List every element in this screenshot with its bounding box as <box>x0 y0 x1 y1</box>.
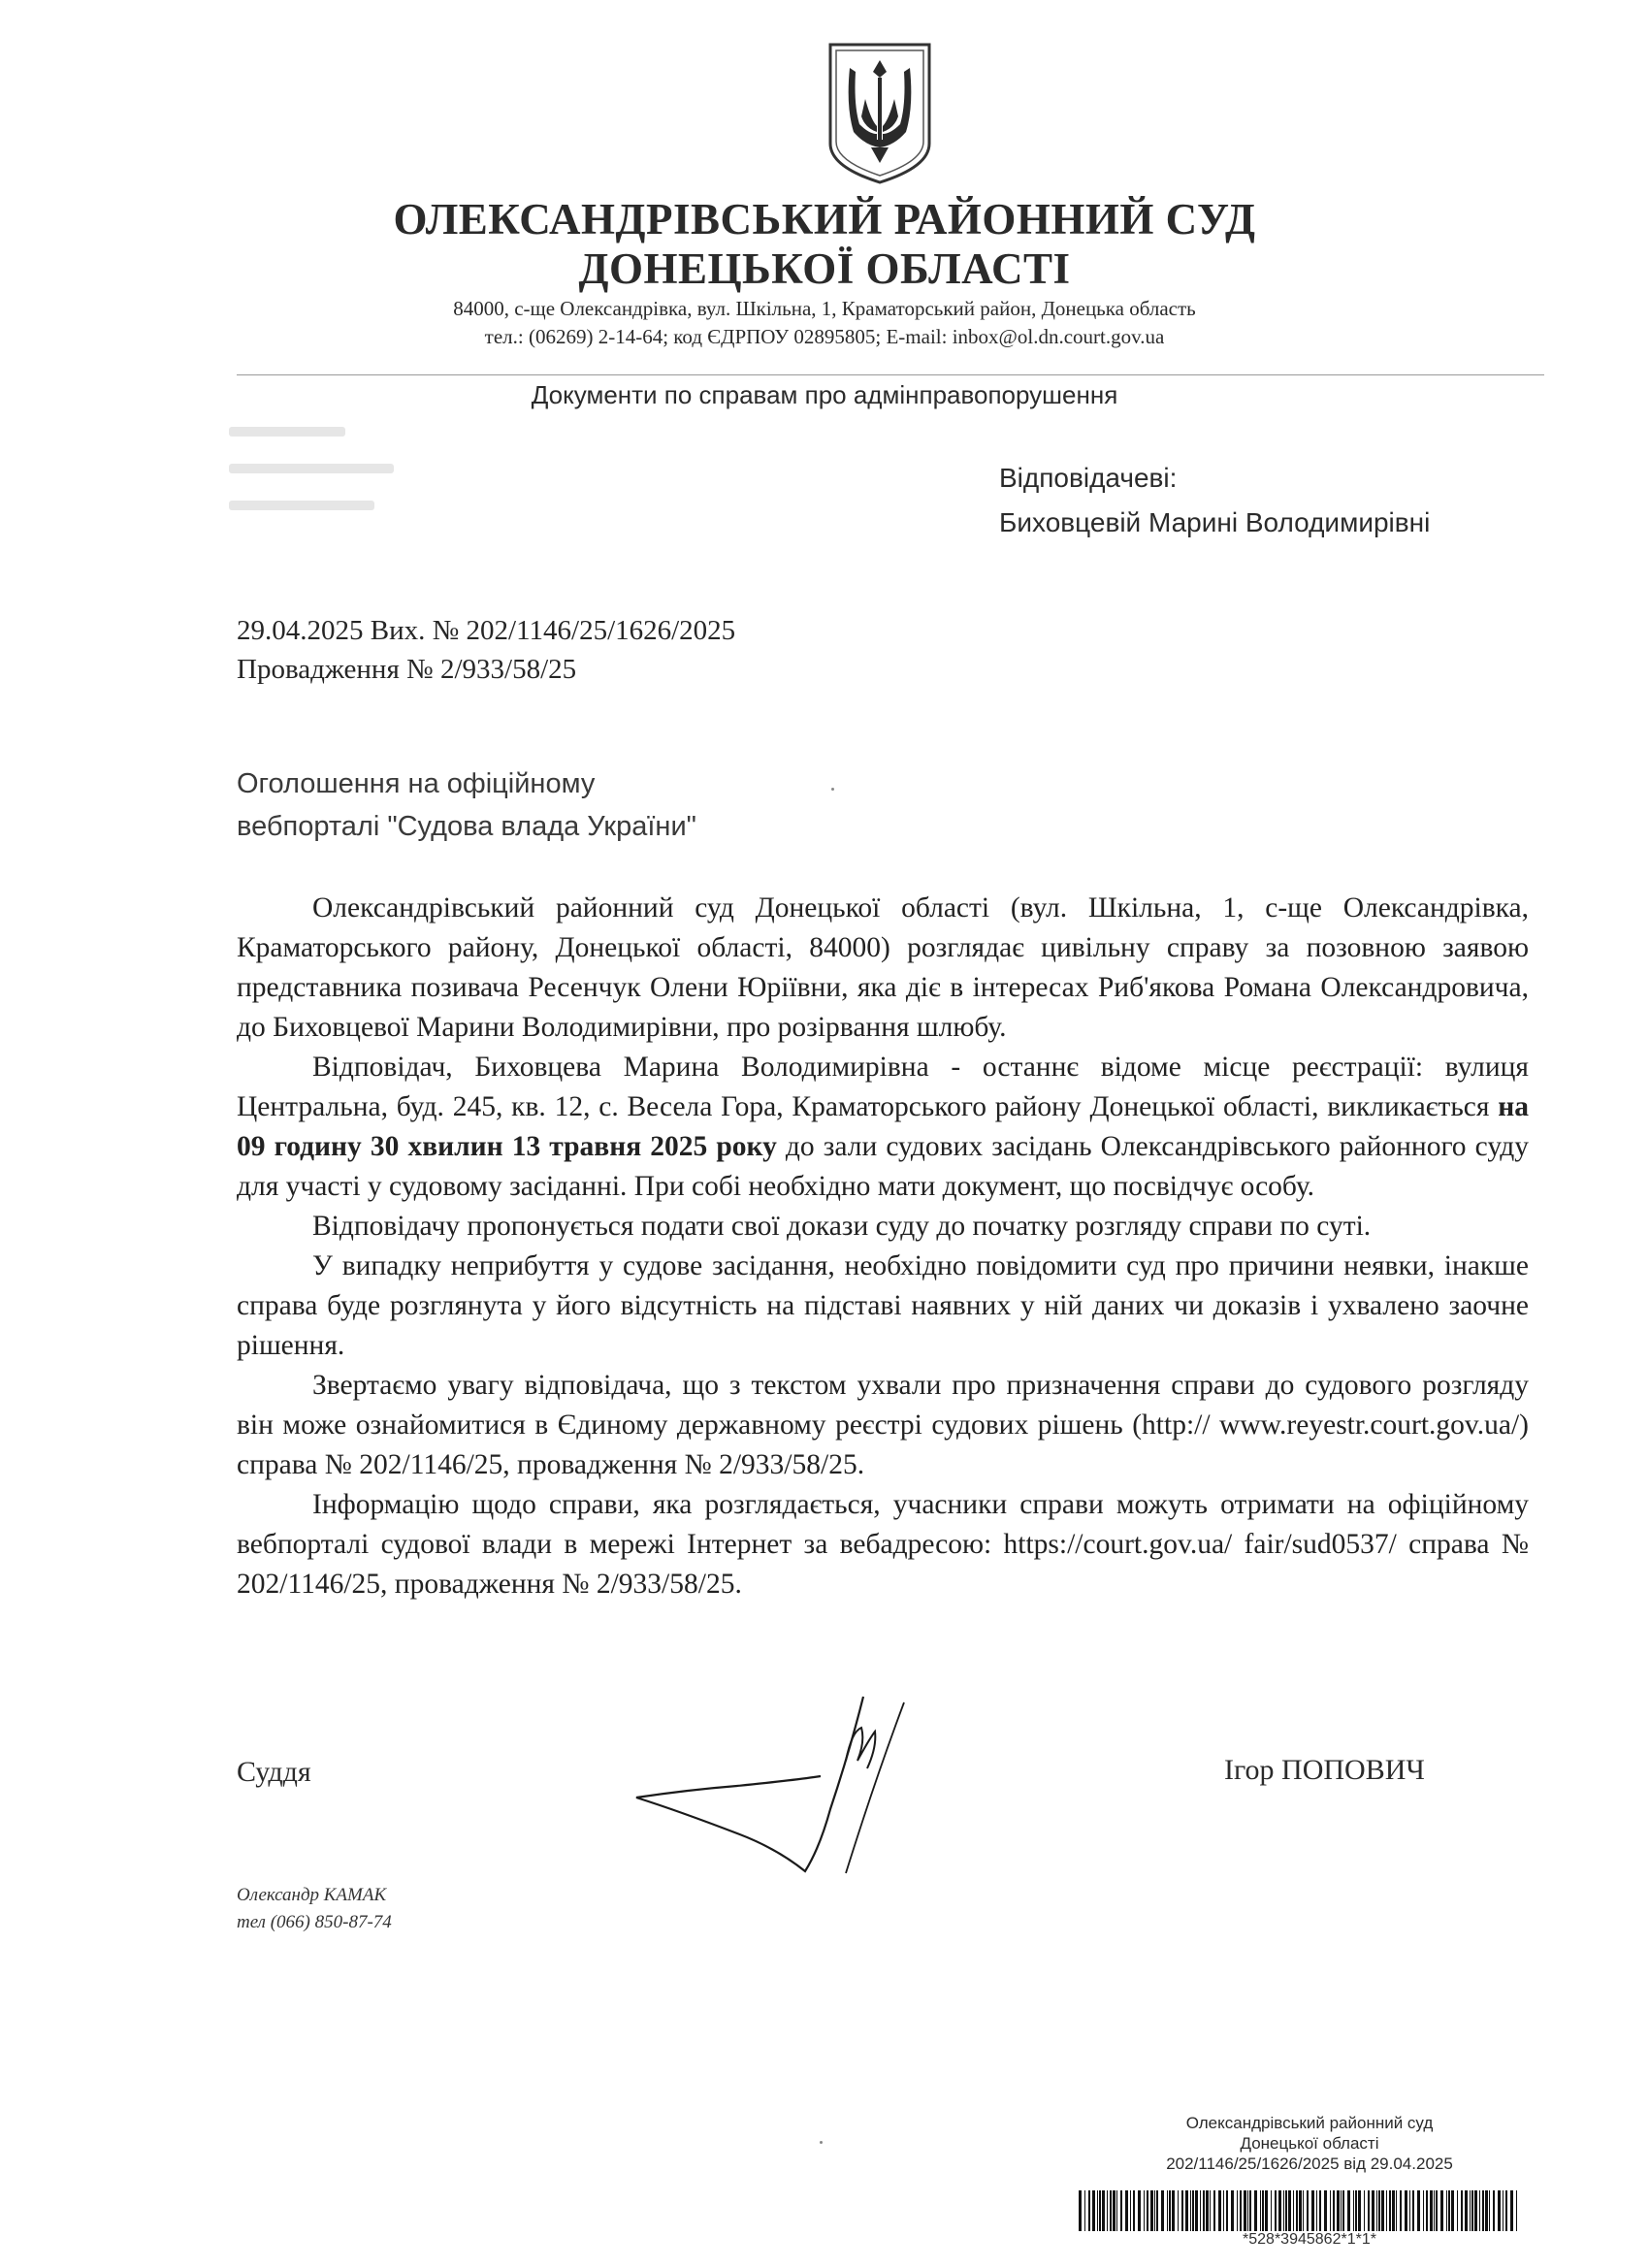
barcode-bar <box>1262 2190 1264 2231</box>
barcode-bar <box>1130 2190 1131 2231</box>
barcode-bar <box>1200 2190 1201 2231</box>
notice-title <box>237 762 696 848</box>
barcode-bar <box>1457 2190 1458 2231</box>
barcode-bar <box>1386 2190 1387 2231</box>
barcode-bar <box>1203 2190 1205 2231</box>
barcode-bar <box>1102 2190 1105 2231</box>
barcode-bar <box>1376 2190 1377 2231</box>
barcode-bar <box>1364 2190 1365 2231</box>
barcode-bar <box>1260 2190 1261 2231</box>
barcode-bar <box>1446 2190 1447 2231</box>
barcode-bar <box>1144 2190 1145 2231</box>
barcode-bar <box>1195 2190 1198 2231</box>
barcode-bar <box>1169 2190 1171 2231</box>
barcode-bar <box>1465 2190 1468 2231</box>
barcode-bar <box>1396 2190 1397 2231</box>
barcode-bar <box>1249 2190 1251 2231</box>
barcode-bar <box>1417 2190 1420 2231</box>
barcode-bar <box>1161 2190 1164 2231</box>
barcode-bar <box>1451 2190 1454 2231</box>
barcode-bar <box>1288 2190 1291 2231</box>
barcode-bar <box>1482 2190 1484 2231</box>
barcode-bar <box>1218 2190 1221 2231</box>
barcode-bar <box>1303 2190 1304 2231</box>
document-type: Документи по справам про адмінправопорушення <box>531 380 1118 409</box>
barcode-bar <box>1271 2190 1272 2231</box>
barcode-bar <box>1254 2190 1257 2231</box>
notice-line-1: Оголошення на офіційному <box>237 768 596 799</box>
barcode-bar <box>1278 2190 1281 2231</box>
barcode-bar <box>1181 2190 1183 2231</box>
barcode-bar <box>1247 2190 1248 2231</box>
barcode-bar <box>1423 2190 1424 2231</box>
barcode-bar <box>1430 2190 1433 2231</box>
barcode-bar <box>1319 2190 1321 2231</box>
barcode-bar <box>1138 2190 1141 2231</box>
barcode-bar <box>1347 2190 1350 2231</box>
barcode-bar <box>1275 2190 1277 2231</box>
barcode-bar <box>1079 2190 1082 2231</box>
barcode-bar <box>1493 2190 1495 2231</box>
header-divider <box>237 374 1544 375</box>
barcode-bar <box>1099 2190 1101 2231</box>
barcode-bar <box>1333 2190 1335 2231</box>
signature-image <box>621 1693 951 1877</box>
recipient-label: Відповідачеві: <box>999 463 1178 493</box>
scan-artifact <box>229 464 394 473</box>
scan-speck <box>820 2141 823 2144</box>
barcode-bar <box>1368 2190 1370 2231</box>
barcode-bar <box>1470 2190 1471 2231</box>
judge-name: Ігор ПОПОВИЧ <box>1224 1754 1425 1786</box>
barcode-bar <box>1503 2190 1504 2231</box>
scan-speck <box>831 788 834 791</box>
barcode-bar <box>1110 2190 1112 2231</box>
stamp-registration-number: 202/1146/25/1626/2025 від 29.04.2025 <box>1166 2155 1453 2173</box>
court-address: 84000, с-ще Олександрівка, вул. Шкільна, 1, Краматорський район, Донецька область <box>453 297 1196 320</box>
barcode-bar <box>1337 2190 1340 2231</box>
barcode-bar <box>1505 2190 1507 2231</box>
barcode-bar <box>1156 2190 1158 2231</box>
barcode-bar <box>1516 2190 1517 2231</box>
scan-artifact <box>229 501 374 510</box>
barcode-bar <box>1448 2190 1450 2231</box>
hearing-datetime: на 09 годину 30 хвилин 13 травня 2025 року <box>237 1091 1529 1162</box>
trident-emblem-icon <box>823 39 937 186</box>
barcode-bar <box>1341 2190 1342 2231</box>
barcode-bar <box>1178 2190 1179 2231</box>
barcode-bar <box>1213 2190 1215 2231</box>
barcode-bar <box>1324 2190 1327 2231</box>
paragraph-absence: У випадку неприбуття у судове засідання, необхідно повідомити суд про причини неявки, інакше справа буде розглянута у його відсутність на підставі наявних у ній даних чи доказів і ухвалено заочне рішення. <box>237 1250 1529 1361</box>
barcode-bar <box>1392 2190 1395 2231</box>
barcode-bar <box>1400 2190 1402 2231</box>
recipient-name: Биховцевій Марині Володимирівні <box>999 507 1431 537</box>
barcode-bar <box>1296 2190 1298 2231</box>
barcode-bar <box>1389 2190 1391 2231</box>
barcode-bar <box>1265 2190 1268 2231</box>
barcode-bar <box>1210 2190 1211 2231</box>
barcode-bar <box>1244 2190 1246 2231</box>
barcode-number: *528*3945862*1*1* <box>1243 2231 1376 2248</box>
outgoing-number: 29.04.2025 Вих. № 202/1146/25/1626/2025 <box>237 615 736 646</box>
barcode-bar <box>1167 2190 1168 2231</box>
barcode-bar <box>1479 2190 1480 2231</box>
notice-line-2: вебпорталі "Судова влада України" <box>237 811 696 842</box>
stamp-region: Донецької області <box>1240 2134 1379 2153</box>
barcode-bar <box>1223 2190 1224 2231</box>
court-region: ДОНЕЦЬКОЇ ОБЛАСТІ <box>578 244 1071 293</box>
barcode-bar <box>1489 2190 1490 2231</box>
executor-phone: тел (066) 850-87-74 <box>237 1912 392 1932</box>
barcode-bar <box>1185 2190 1188 2231</box>
barcode-bar <box>1116 2190 1117 2231</box>
paragraph-case: Олександрівський районний суд Донецької області (вул. Шкільна, 1, с-ще Олександрівка, Краматорського району, Донецької області, 84000) розглядає цивільну справу за позовною заявою представника позивача Ресенчук Олени Юріївни, яка діє в інтересах Риб'якова Романа Олександровича, до Биховцевої Марини Володимирівни, про розірвання шлюбу. <box>237 892 1529 1043</box>
barcode-bar <box>1231 2190 1234 2231</box>
barcode-bar <box>1088 2190 1090 2231</box>
barcode-bar <box>1474 2190 1477 2231</box>
barcode-bar <box>1299 2190 1302 2231</box>
barcode-bar <box>1097 2190 1098 2231</box>
paragraph-evidence: Відповідачу пропонується подати свої докази суду до початку розгляду справи по суті. <box>312 1211 1372 1242</box>
proceeding-number: Провадження № 2/933/58/25 <box>237 654 577 685</box>
barcode-bar <box>1125 2190 1128 2231</box>
barcode-bar <box>1192 2190 1194 2231</box>
barcode-bar <box>1355 2190 1357 2231</box>
barcode-bar <box>1412 2190 1414 2231</box>
barcode-bar <box>1426 2190 1428 2231</box>
barcode-bar <box>1107 2190 1108 2231</box>
barcode-bar <box>1471 2190 1473 2231</box>
barcode-bar <box>1285 2190 1287 2231</box>
paragraph-summons: Відповідач, Биховцева Марина Володимирівна - останнє відоме місце реєстрації: вулиця Центральна, буд. 245, кв. 12, с. Весела Гора, Краматорського району Донецької області, викликається на 09 годину 30 хвилин 13 травня 2025 року до зали судових засідань Олександрівського районного суду для участі у судовому засіданні. При собі необхідно мати документ, що посвідчує особу. <box>237 1052 1529 1202</box>
barcode-bar <box>1240 2190 1242 2231</box>
barcode-bar <box>1084 2190 1085 2231</box>
recipient-block <box>999 456 1430 545</box>
barcode-bar <box>1353 2190 1354 2231</box>
barcode-image <box>1077 2190 1523 2231</box>
letter-body <box>237 889 1529 1604</box>
paragraph-portal: Інформацію щодо справи, яка розглядається, учасники справи можуть отримати на офіційному вебпорталі судової влади в мережі Інтернет за вебадресою: https://court.gov.ua/ fair/sud0537/ справа № 202/1146/25, провадження № 2/933/58/25. <box>237 1489 1529 1600</box>
barcode-bar <box>1293 2190 1294 2231</box>
barcode-bar <box>1440 2190 1443 2231</box>
barcode-bar <box>1405 2190 1407 2231</box>
barcode-bar <box>1510 2190 1513 2231</box>
barcode-bar <box>1358 2190 1361 2231</box>
barcode-bar <box>1283 2190 1284 2231</box>
barcode-bar <box>1307 2190 1309 2231</box>
barcode-bar <box>1172 2190 1175 2231</box>
barcode-bar <box>1133 2190 1135 2231</box>
court-name: ОЛЕКСАНДРІВСЬКИЙ РАЙОННИЙ СУД <box>393 195 1256 243</box>
executor-block <box>237 1882 392 1936</box>
barcode-bar <box>1372 2190 1374 2231</box>
barcode-bar <box>1150 2190 1153 2231</box>
barcode-bar <box>1092 2190 1095 2231</box>
barcode-bar <box>1316 2190 1317 2231</box>
barcode-bar <box>1342 2190 1344 2231</box>
reference-block <box>237 611 735 689</box>
barcode-bar <box>1378 2190 1380 2231</box>
barcode-bar <box>1206 2190 1209 2231</box>
executor-name: Олександр КАМАК <box>237 1885 387 1905</box>
barcode-bar <box>1436 2190 1438 2231</box>
stamp-court: Олександрівський районний суд <box>1185 2114 1434 2132</box>
barcode-bar <box>1226 2190 1228 2231</box>
barcode-bar <box>1434 2190 1435 2231</box>
barcode-bar <box>1113 2190 1116 2231</box>
registration-stamp <box>1096 2113 1523 2174</box>
barcode-bar <box>1311 2190 1314 2231</box>
barcode-bar <box>1120 2190 1122 2231</box>
barcode-bar <box>1485 2190 1488 2231</box>
barcode-bar <box>1237 2190 1238 2231</box>
barcode-bar <box>1190 2190 1191 2231</box>
barcode-bar <box>1147 2190 1148 2231</box>
barcode-bar <box>1330 2190 1331 2231</box>
paragraph-registry: Звертаємо увагу відповідача, що з текстом ухвали про призначення справи до судового розгляду він може ознайомитися в Єдиному державному реєстрі судових рішень (http:// www.reyestr.court.gov.ua/) справа № 202/1146/25, провадження № 2/933/58/25. <box>237 1370 1529 1480</box>
barcode-bar <box>1498 2190 1501 2231</box>
barcode-bar <box>1381 2190 1384 2231</box>
barcode-bar <box>1154 2190 1155 2231</box>
scan-artifact <box>229 427 345 437</box>
barcode-bar <box>1461 2190 1463 2231</box>
barcode-bar <box>1409 2190 1410 2231</box>
judge-title: Суддя <box>237 1756 311 1788</box>
court-contacts: тел.: (06269) 2-14-64; код ЄДРПОУ 02895805; E-mail: inbox@ol.dn.court.gov.ua <box>484 325 1165 348</box>
